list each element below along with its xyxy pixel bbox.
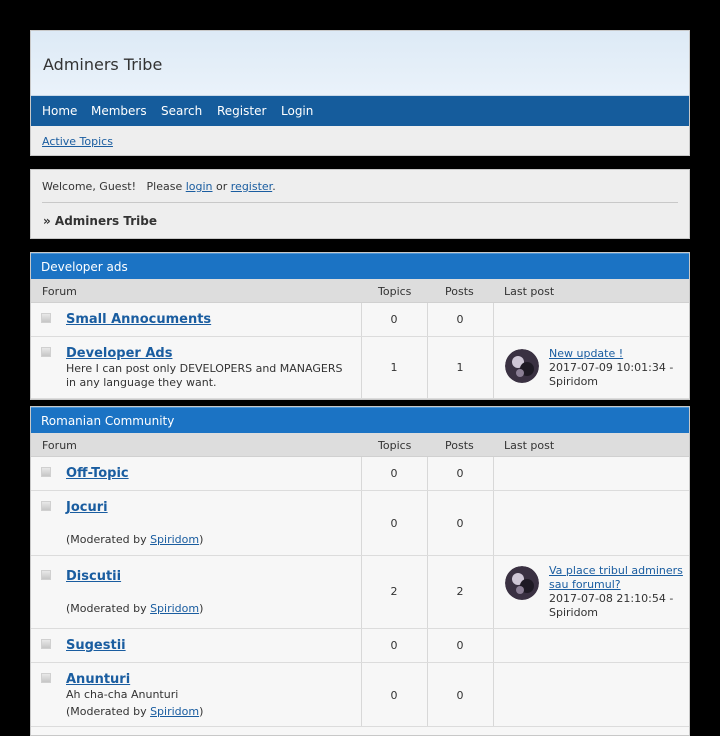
forum-status-icon — [41, 313, 51, 323]
nav-members[interactable]: Members — [91, 104, 147, 118]
topics-count: 0 — [390, 689, 398, 702]
col-topics: Topics — [378, 439, 412, 452]
col-posts: Posts — [445, 285, 474, 298]
posts-count: 0 — [456, 467, 464, 480]
forum-description: Here I can post only DEVELOPERS and MANAGERS in any language they want. — [66, 362, 343, 389]
col-forum: Forum — [42, 439, 77, 452]
welcome-box — [30, 169, 690, 239]
forum-row — [31, 457, 689, 491]
forum-link[interactable]: Discutii — [66, 569, 122, 584]
topics-count: 0 — [390, 517, 398, 530]
sub-nav — [31, 126, 689, 156]
topics-count: 1 — [390, 361, 398, 374]
posts-count: 0 — [456, 639, 464, 652]
moderator-link[interactable]: Spiridom — [150, 602, 200, 615]
moderated-by: (Moderated by Spiridom) — [66, 533, 204, 546]
col-last-post: Last post — [504, 285, 555, 298]
forum-status-icon — [41, 639, 51, 649]
category-title[interactable]: Romanian Community — [31, 407, 689, 433]
nav-search[interactable]: Search — [161, 104, 203, 118]
divider — [42, 202, 678, 203]
topics-count: 0 — [390, 639, 398, 652]
site-header — [30, 30, 690, 156]
posts-count: 1 — [456, 361, 464, 374]
forum-row — [31, 556, 689, 629]
main-nav — [31, 96, 689, 126]
moderated-by: (Moderated by Spiridom) — [66, 602, 204, 615]
last-post-link[interactable]: Va place tribul adminers sau forumul? — [549, 564, 683, 591]
topics-count: 0 — [390, 467, 398, 480]
forum-status-icon — [41, 467, 51, 477]
site-title: Adminers Tribe — [43, 55, 163, 74]
forum-link[interactable]: Off-Topic — [66, 466, 129, 481]
forum-status-icon — [41, 570, 51, 580]
posts-count: 0 — [456, 689, 464, 702]
user-avatar[interactable] — [505, 566, 539, 600]
register-link[interactable]: register — [230, 180, 273, 193]
forum-row — [31, 337, 689, 399]
title-bar — [31, 31, 689, 96]
category-title[interactable]: Developer ads — [31, 253, 689, 279]
col-last-post: Last post — [504, 439, 555, 452]
forum-row — [31, 663, 689, 727]
user-avatar[interactable] — [505, 349, 539, 383]
col-posts: Posts — [445, 439, 474, 452]
col-topics: Topics — [378, 285, 412, 298]
or-text: or — [216, 180, 228, 193]
forum-status-icon — [41, 347, 51, 357]
moderated-by: (Moderated by Spiridom) — [66, 705, 204, 718]
welcome-line — [42, 180, 276, 193]
forum-link[interactable]: Sugestii — [66, 638, 126, 653]
nav-home[interactable]: Home — [42, 104, 78, 118]
forum-description: Ah cha-cha Anunturi — [66, 688, 179, 701]
last-post-link[interactable]: New update ! — [549, 347, 624, 360]
forum-status-icon — [41, 501, 51, 511]
nav-login[interactable]: Login — [281, 104, 314, 118]
login-link[interactable]: login — [185, 180, 213, 193]
breadcrumb: » Adminers Tribe — [43, 214, 157, 228]
column-headers — [31, 433, 689, 457]
last-post-date: 2017-07-08 21:10:54 - — [549, 592, 674, 605]
category-developer-ads — [30, 252, 690, 400]
forum-link[interactable]: Small Annocuments — [66, 312, 212, 327]
category-romanian-community — [30, 406, 690, 736]
last-post-user: Spiridom — [549, 606, 599, 619]
nav-register[interactable]: Register — [217, 104, 267, 118]
forum-row — [31, 303, 689, 337]
last-post-user: Spiridom — [549, 375, 599, 388]
forum-link[interactable]: Jocuri — [66, 500, 108, 515]
forum-status-icon — [41, 673, 51, 683]
moderator-link[interactable]: Spiridom — [150, 705, 200, 718]
topics-count: 0 — [390, 313, 398, 326]
forum-row — [31, 629, 689, 663]
last-post-date: 2017-07-09 10:01:34 - — [549, 361, 674, 374]
forum-row — [31, 491, 689, 556]
posts-count: 2 — [456, 585, 464, 598]
period-text: . — [272, 180, 276, 193]
posts-count: 0 — [456, 313, 464, 326]
forum-link[interactable]: Developer Ads — [66, 346, 173, 361]
active-topics-link[interactable]: Active Topics — [42, 135, 113, 148]
column-headers — [31, 279, 689, 303]
welcome-text: Welcome, Guest! Please — [42, 180, 183, 193]
moderator-link[interactable]: Spiridom — [150, 533, 200, 546]
col-forum: Forum — [42, 285, 77, 298]
topics-count: 2 — [390, 585, 398, 598]
posts-count: 0 — [456, 517, 464, 530]
forum-link[interactable]: Anunturi — [66, 672, 131, 687]
